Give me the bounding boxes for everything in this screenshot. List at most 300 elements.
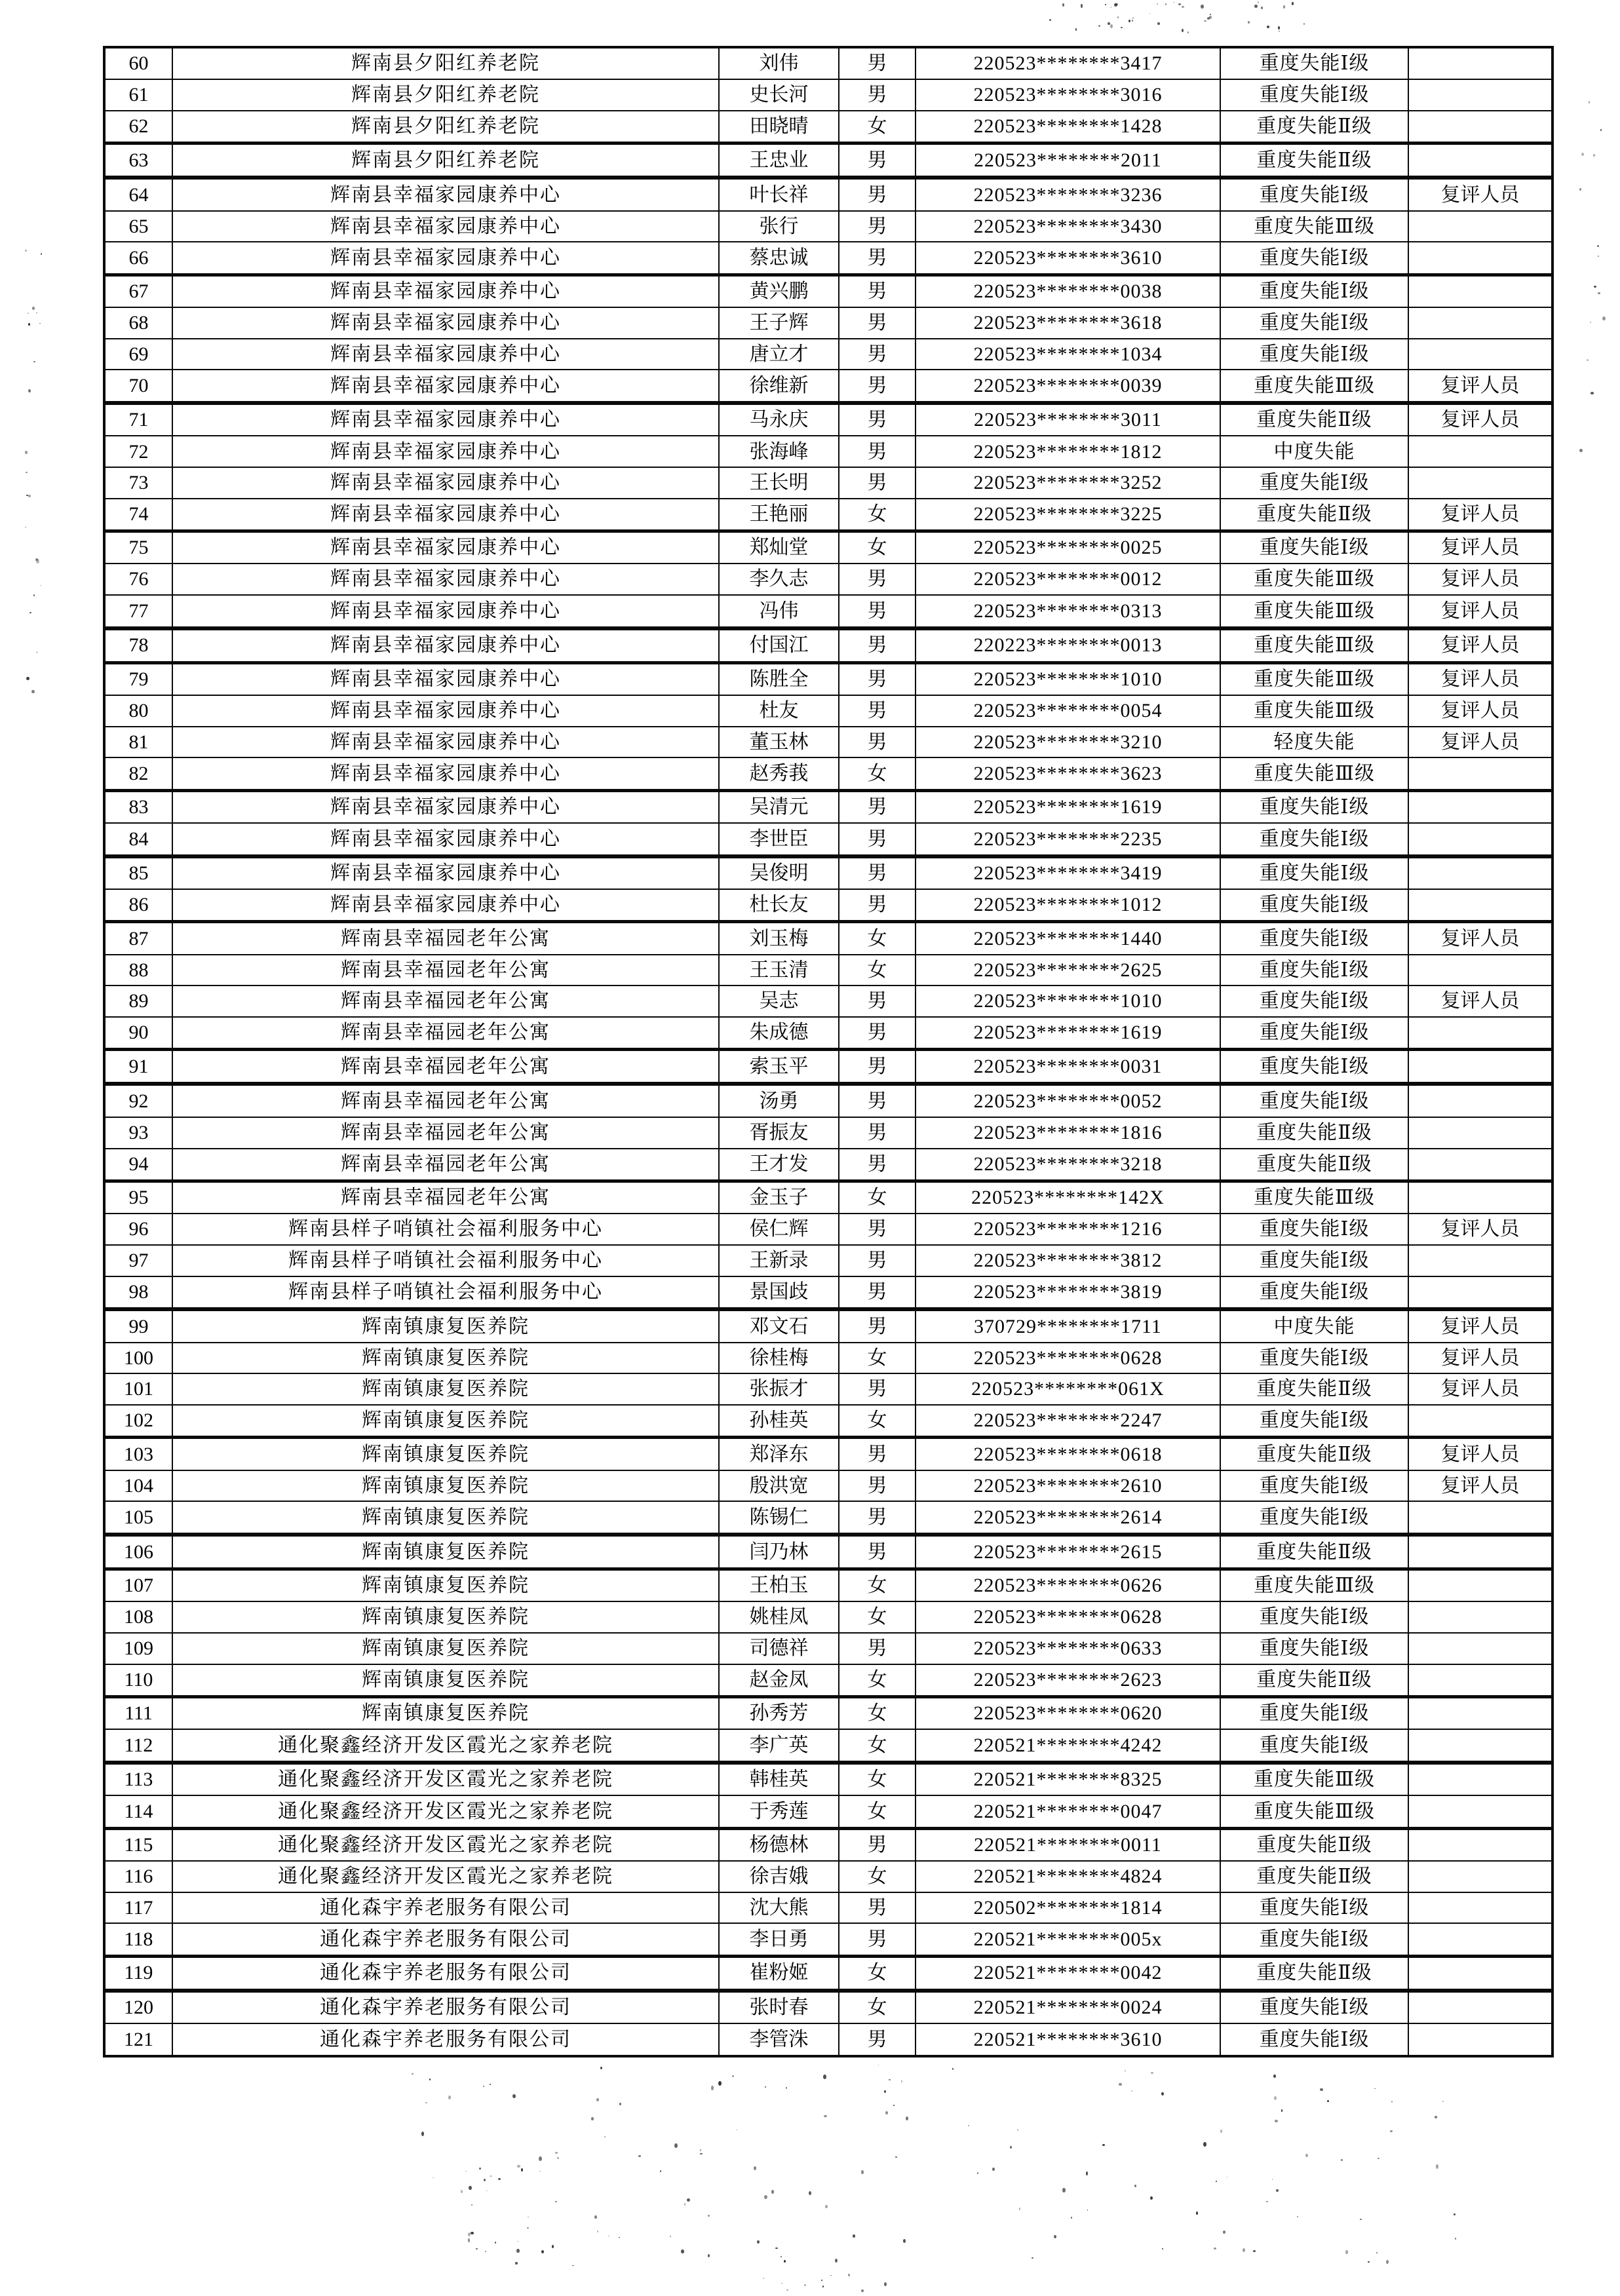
id-number-cell: 220523********3610 [916, 242, 1220, 275]
gender-cell: 男 [839, 1373, 916, 1405]
table-row [104, 662, 1552, 695]
institution-cell: 辉南县样子哨镇社会福利服务中心 [172, 1276, 719, 1310]
institution-cell: 辉南县幸福家园康养中心 [172, 790, 719, 823]
gender-cell: 男 [839, 1501, 916, 1535]
speckle-dot [483, 2086, 484, 2087]
level-cell: 重度失能Ⅰ级 [1220, 1343, 1408, 1374]
level-cell: 重度失能Ⅱ级 [1220, 1117, 1408, 1149]
institution-cell: 辉南县幸福家园康养中心 [172, 564, 719, 595]
note-cell [1408, 1601, 1552, 1633]
id-number-cell: 220523********0626 [916, 1569, 1220, 1601]
table-row [104, 531, 1552, 564]
speckle-dot [1597, 245, 1599, 247]
table-row [104, 1991, 1552, 2024]
name-cell: 陈胜全 [719, 662, 839, 695]
institution-cell: 辉南镇康复医养院 [172, 1633, 719, 1664]
note-cell [1408, 1664, 1552, 1697]
table-row [104, 1535, 1552, 1569]
speckle-dot [1594, 286, 1596, 288]
speckle-dot [687, 2198, 690, 2202]
note-cell [1408, 339, 1552, 370]
row-number-cell: 90 [104, 1017, 172, 1050]
id-number-cell: 220523********1812 [916, 436, 1220, 467]
speckle-dot [674, 2143, 678, 2148]
id-number-cell: 220523********2623 [916, 1664, 1220, 1697]
id-number-cell: 220523********3016 [916, 79, 1220, 111]
table-row [104, 1664, 1552, 1697]
institution-cell: 辉南镇康复医养院 [172, 1470, 719, 1502]
institution-cell: 辉南县幸福园老年公寓 [172, 1084, 719, 1117]
table-row [104, 1956, 1552, 1991]
id-number-cell: 220523********061X [916, 1373, 1220, 1405]
speckle-dot [764, 2195, 767, 2199]
speckle-dot [889, 2079, 890, 2080]
institution-cell: 辉南县幸福园老年公寓 [172, 1017, 719, 1050]
id-number-cell: 220523********0313 [916, 595, 1220, 628]
row-number-cell: 116 [104, 1861, 172, 1892]
note-cell [1408, 757, 1552, 790]
id-number-cell: 220521********4242 [916, 1729, 1220, 1763]
level-cell: 重度失能Ⅰ级 [1220, 823, 1408, 856]
speckle-dot [763, 2278, 764, 2279]
name-cell: 张行 [719, 211, 839, 242]
name-cell: 王忠业 [719, 144, 839, 178]
level-cell: 重度失能Ⅰ级 [1220, 955, 1408, 986]
name-cell: 胥振友 [719, 1117, 839, 1149]
table-row [104, 1149, 1552, 1181]
table-row [104, 1601, 1552, 1633]
gender-cell: 男 [839, 564, 916, 595]
speckle-dot [1273, 2075, 1276, 2078]
institution-cell: 辉南县幸福园老年公寓 [172, 922, 719, 955]
gender-cell: 男 [839, 823, 916, 856]
speckle-dot [804, 2284, 806, 2286]
row-number-cell: 83 [104, 790, 172, 823]
speckle-dot [1032, 2257, 1033, 2259]
note-cell [1408, 211, 1552, 242]
speckle-dot [1204, 20, 1206, 22]
table-row [104, 1861, 1552, 1892]
name-cell: 王新录 [719, 1245, 839, 1276]
institution-cell: 辉南镇康复医养院 [172, 1309, 719, 1343]
note-cell: 复评人员 [1408, 662, 1552, 695]
level-cell: 重度失能Ⅱ级 [1220, 403, 1408, 436]
speckle-dot [1132, 20, 1133, 22]
gender-cell: 男 [839, 1892, 916, 1924]
note-cell [1408, 47, 1552, 79]
row-number-cell: 86 [104, 889, 172, 922]
gender-cell: 男 [839, 178, 916, 211]
speckle-dot [485, 2251, 486, 2252]
row-number-cell: 117 [104, 1892, 172, 1924]
speckle-dot [1598, 292, 1600, 294]
institution-cell: 通化森宇养老服务有限公司 [172, 2023, 719, 2056]
speckle-dot [448, 2095, 452, 2099]
row-number-cell: 110 [104, 1664, 172, 1697]
speckle-dot [906, 2116, 908, 2120]
id-number-cell: 220523********2247 [916, 1405, 1220, 1438]
gender-cell: 男 [839, 856, 916, 890]
id-number-cell: 220523********1619 [916, 790, 1220, 823]
note-cell: 复评人员 [1408, 985, 1552, 1017]
name-cell: 张振才 [719, 1373, 839, 1405]
row-number-cell: 62 [104, 111, 172, 144]
row-number-cell: 84 [104, 823, 172, 856]
row-number-cell: 70 [104, 370, 172, 403]
id-number-cell: 220523********142X [916, 1181, 1220, 1214]
row-number-cell: 113 [104, 1763, 172, 1796]
level-cell: 重度失能Ⅰ级 [1220, 178, 1408, 211]
id-number-cell: 220523********0031 [916, 1050, 1220, 1084]
level-cell: 重度失能Ⅲ级 [1220, 757, 1408, 790]
gender-cell: 男 [839, 79, 916, 111]
gender-cell: 男 [839, 1535, 916, 1569]
speckle-dot [555, 2201, 557, 2202]
id-number-cell: 220523********0025 [916, 531, 1220, 564]
speckle-dot [433, 2177, 434, 2178]
speckle-dot [1581, 153, 1584, 156]
speckle-dot [848, 2274, 850, 2276]
note-cell: 复评人员 [1408, 628, 1552, 663]
speckle-dot [771, 2190, 774, 2194]
speckle-dot [1267, 26, 1269, 28]
speckle-dot [1589, 101, 1591, 104]
id-number-cell: 370729********1711 [916, 1309, 1220, 1343]
row-number-cell: 64 [104, 178, 172, 211]
level-cell: 重度失能Ⅱ级 [1220, 111, 1408, 144]
id-number-cell: 220523********2614 [916, 1501, 1220, 1535]
row-number-cell: 115 [104, 1828, 172, 1861]
speckle-dot [1593, 154, 1595, 157]
speckle-dot [809, 2191, 811, 2195]
row-number-cell: 101 [104, 1373, 172, 1405]
institution-cell: 辉南县幸福家园康养中心 [172, 889, 719, 922]
table-row [104, 339, 1552, 370]
note-cell [1408, 856, 1552, 890]
row-number-cell: 91 [104, 1050, 172, 1084]
id-number-cell: 220523********3618 [916, 307, 1220, 339]
institution-cell: 辉南镇康复医养院 [172, 1535, 719, 1569]
table-row [104, 1405, 1552, 1438]
speckle-dot [425, 2102, 427, 2104]
speckle-dot [1098, 25, 1101, 28]
table-row [104, 1696, 1552, 1729]
institution-cell: 辉南县样子哨镇社会福利服务中心 [172, 1245, 719, 1276]
gender-cell: 男 [839, 889, 916, 922]
name-cell: 崔粉姬 [719, 1956, 839, 1991]
speckle-dot [700, 2149, 701, 2151]
speckle-dot [1386, 2260, 1389, 2264]
speckle-dot [711, 2086, 714, 2090]
table-body [104, 47, 1552, 2056]
speckle-dot [476, 2248, 478, 2249]
speckle-dot [498, 2178, 501, 2180]
gender-cell: 男 [839, 1633, 916, 1664]
speckle-dot [1303, 23, 1305, 25]
speckle-dot [1062, 2188, 1065, 2192]
table-row [104, 111, 1552, 144]
institution-cell: 辉南县幸福家园康养中心 [172, 436, 719, 467]
level-cell: 重度失能Ⅰ级 [1220, 1470, 1408, 1502]
name-cell: 叶长祥 [719, 178, 839, 211]
id-number-cell: 220523********3236 [916, 178, 1220, 211]
note-cell: 复评人员 [1408, 1373, 1552, 1405]
speckle-dot [555, 2152, 558, 2154]
institution-cell: 通化森宇养老服务有限公司 [172, 1892, 719, 1924]
row-number-cell: 60 [104, 47, 172, 79]
speckle-dot [1435, 2116, 1437, 2119]
level-cell: 重度失能Ⅰ级 [1220, 1245, 1408, 1276]
id-number-cell: 220523********0628 [916, 1601, 1220, 1633]
gender-cell: 女 [839, 955, 916, 986]
note-cell [1408, 111, 1552, 144]
institution-cell: 辉南县幸福园老年公寓 [172, 955, 719, 986]
id-number-cell: 220523********0628 [916, 1343, 1220, 1374]
id-number-cell: 220523********3419 [916, 856, 1220, 890]
speckle-dot [1010, 2146, 1012, 2149]
speckle-dot [1261, 7, 1263, 9]
name-cell: 殷洪宽 [719, 1470, 839, 1502]
level-cell: 重度失能Ⅰ级 [1220, 1991, 1408, 2024]
id-number-cell: 220523********2625 [916, 955, 1220, 986]
row-number-cell: 118 [104, 1923, 172, 1956]
institution-cell: 辉南县幸福家园康养中心 [172, 499, 719, 531]
table-row [104, 47, 1552, 79]
speckle-dot [781, 2256, 782, 2257]
speckle-dot [31, 690, 35, 693]
name-cell: 邓文石 [719, 1309, 839, 1343]
speckle-dot [1187, 31, 1189, 33]
note-cell: 复评人员 [1408, 695, 1552, 727]
row-number-cell: 121 [104, 2023, 172, 2056]
gender-cell: 男 [839, 1149, 916, 1181]
gender-cell: 男 [839, 1828, 916, 1861]
speckle-dot [412, 2073, 414, 2075]
speckle-dot [1376, 2252, 1378, 2253]
speckle-dot [1134, 2185, 1136, 2187]
table-row [104, 370, 1552, 403]
row-number-cell: 108 [104, 1601, 172, 1633]
level-cell: 重度失能Ⅱ级 [1220, 1664, 1408, 1697]
speckle-dot [1087, 2210, 1089, 2211]
speckle-dot [1360, 2219, 1362, 2221]
speckle-dot [1201, 5, 1203, 9]
table-row [104, 178, 1552, 211]
id-number-cell: 220523********3819 [916, 1276, 1220, 1310]
speckle-dot [1119, 2083, 1121, 2086]
speckle-dot [1378, 2158, 1379, 2159]
gender-cell: 男 [839, 790, 916, 823]
note-cell [1408, 275, 1552, 307]
speckle-dot [539, 2171, 541, 2172]
speckle-dot [1081, 4, 1083, 7]
level-cell: 重度失能Ⅲ级 [1220, 628, 1408, 663]
level-cell: 中度失能 [1220, 1309, 1408, 1343]
name-cell: 吴清元 [719, 790, 839, 823]
id-number-cell: 220523********3210 [916, 727, 1220, 758]
speckle-dot [1102, 2144, 1105, 2146]
speckle-dot [37, 651, 38, 653]
speckle-dot [884, 2282, 887, 2286]
row-number-cell: 107 [104, 1569, 172, 1601]
name-cell: 冯伟 [719, 595, 839, 628]
gender-cell: 女 [839, 1601, 916, 1633]
speckle-dot [28, 495, 31, 497]
speckle-dot [479, 2168, 480, 2169]
name-cell: 王才发 [719, 1149, 839, 1181]
level-cell: 重度失能Ⅰ级 [1220, 275, 1408, 307]
speckle-dot [885, 2111, 888, 2114]
institution-cell: 辉南县幸福家园康养中心 [172, 467, 719, 499]
speckle-dot [1157, 22, 1159, 26]
table-row [104, 307, 1552, 339]
speckle-dot [1174, 2, 1175, 3]
table-row [104, 1309, 1552, 1343]
speckle-dot [465, 2171, 467, 2172]
speckle-dot [757, 2240, 760, 2244]
level-cell: 重度失能Ⅰ级 [1220, 1405, 1408, 1438]
row-number-cell: 100 [104, 1343, 172, 1374]
institution-cell: 辉南县幸福家园康养中心 [172, 757, 719, 790]
table-row [104, 499, 1552, 531]
gender-cell: 女 [839, 1405, 916, 1438]
level-cell: 重度失能Ⅰ级 [1220, 531, 1408, 564]
id-number-cell: 220521********0024 [916, 1991, 1220, 2024]
speckle-dot [512, 2094, 516, 2098]
speckle-dot [1579, 449, 1582, 452]
speckle-dot [516, 2249, 519, 2253]
id-number-cell: 220523********3812 [916, 1245, 1220, 1276]
institution-cell: 辉南县幸福家园康养中心 [172, 595, 719, 628]
table-row [104, 1214, 1552, 1245]
id-number-cell: 220523********0038 [916, 275, 1220, 307]
note-cell [1408, 1017, 1552, 1050]
speckle-dot [429, 2078, 431, 2080]
name-cell: 王子辉 [719, 307, 839, 339]
speckle-dot [1182, 6, 1184, 8]
name-cell: 陈锡仁 [719, 1501, 839, 1535]
table-row [104, 1050, 1552, 1084]
speckle-dot [26, 677, 29, 681]
level-cell: 重度失能Ⅲ级 [1220, 595, 1408, 628]
row-number-cell: 93 [104, 1117, 172, 1149]
level-cell: 重度失能Ⅲ级 [1220, 211, 1408, 242]
level-cell: 重度失能Ⅱ级 [1220, 1373, 1408, 1405]
care-recipients-table [103, 46, 1554, 2057]
name-cell: 赵秀莪 [719, 757, 839, 790]
speckle-dot [521, 2168, 523, 2172]
gender-cell: 男 [839, 1438, 916, 1470]
gender-cell: 女 [839, 1861, 916, 1892]
institution-cell: 通化聚鑫经济开发区霞光之家养老院 [172, 1729, 719, 1763]
speckle-dot [468, 2238, 471, 2242]
speckle-dot [35, 558, 38, 561]
speckle-dot [718, 2081, 722, 2086]
gender-cell: 男 [839, 628, 916, 663]
institution-cell: 辉南县幸福园老年公寓 [172, 1181, 719, 1214]
row-number-cell: 73 [104, 467, 172, 499]
gender-cell: 女 [839, 531, 916, 564]
row-number-cell: 67 [104, 275, 172, 307]
id-number-cell: 220521********005x [916, 1923, 1220, 1956]
speckle-dot [786, 2087, 787, 2089]
row-number-cell: 88 [104, 955, 172, 986]
row-number-cell: 87 [104, 922, 172, 955]
speckle-dot [591, 2117, 594, 2120]
level-cell: 中度失能 [1220, 436, 1408, 467]
speckle-dot [1062, 3, 1064, 6]
name-cell: 杜长友 [719, 889, 839, 922]
level-cell: 重度失能Ⅱ级 [1220, 144, 1408, 178]
level-cell: 重度失能Ⅰ级 [1220, 1892, 1408, 1924]
table-row [104, 727, 1552, 758]
gender-cell: 男 [839, 727, 916, 758]
speckle-dot [784, 2260, 786, 2263]
speckle-dot [1600, 129, 1602, 131]
name-cell: 朱成德 [719, 1017, 839, 1050]
speckle-dot [732, 2075, 734, 2077]
gender-cell: 女 [839, 1795, 916, 1828]
name-cell: 于秀莲 [719, 1795, 839, 1828]
note-cell [1408, 1276, 1552, 1310]
note-cell: 复评人员 [1408, 370, 1552, 403]
gender-cell: 男 [839, 985, 916, 1017]
row-number-cell: 61 [104, 79, 172, 111]
speckle-dot [1149, 13, 1151, 14]
speckle-dot [1071, 2217, 1073, 2219]
speckle-dot [708, 2215, 710, 2217]
gender-cell: 男 [839, 370, 916, 403]
id-number-cell: 220523********1816 [916, 1117, 1220, 1149]
speckle-dot [1131, 2090, 1132, 2092]
note-cell [1408, 307, 1552, 339]
name-cell: 马永庆 [719, 403, 839, 436]
institution-cell: 通化森宇养老服务有限公司 [172, 1956, 719, 1991]
speckle-dot [1275, 2120, 1277, 2122]
name-cell: 孙秀芳 [719, 1696, 839, 1729]
note-cell [1408, 1050, 1552, 1084]
id-number-cell: 220223********0013 [916, 628, 1220, 663]
speckle-dot [1196, 2211, 1199, 2215]
speckle-dot [468, 2232, 471, 2236]
table-row [104, 1117, 1552, 1149]
level-cell: 重度失能Ⅰ级 [1220, 467, 1408, 499]
speckle-dot [823, 2075, 826, 2079]
speckle-dot [1602, 316, 1605, 320]
gender-cell: 男 [839, 1470, 916, 1502]
table-row [104, 1892, 1552, 1924]
gender-cell: 男 [839, 275, 916, 307]
name-cell: 李广英 [719, 1729, 839, 1763]
level-cell: 重度失能Ⅲ级 [1220, 1181, 1408, 1214]
name-cell: 郑灿堂 [719, 531, 839, 564]
gender-cell: 女 [839, 757, 916, 790]
speckle-dot [39, 323, 41, 324]
note-cell [1408, 144, 1552, 178]
speckle-dot [1297, 2216, 1298, 2217]
row-number-cell: 77 [104, 595, 172, 628]
note-cell: 复评人员 [1408, 727, 1552, 758]
level-cell: 重度失能Ⅲ级 [1220, 1795, 1408, 1828]
table-row [104, 955, 1552, 986]
row-number-cell: 119 [104, 1956, 172, 1991]
gender-cell: 女 [839, 1956, 916, 1991]
note-cell [1408, 1149, 1552, 1181]
level-cell: 重度失能Ⅰ级 [1220, 1633, 1408, 1664]
speckle-dot [596, 2098, 598, 2101]
institution-cell: 辉南县幸福家园康养中心 [172, 370, 719, 403]
level-cell: 重度失能Ⅰ级 [1220, 1501, 1408, 1535]
